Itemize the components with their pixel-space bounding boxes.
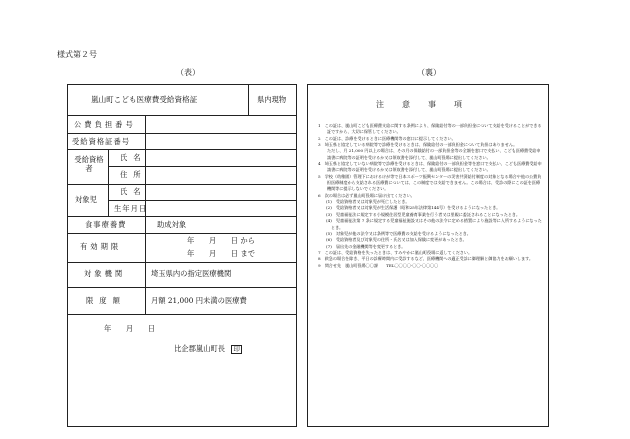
- valid-from: 年 月 日 から: [187, 236, 255, 245]
- region-label: 県内現物: [257, 95, 287, 104]
- note-item: 8 救急の場合を除き、平日の診療時間内に受診するなど、医療機関への適正受診に御理解と御協力をお願いします。: [318, 256, 533, 262]
- back-card: [307, 84, 549, 427]
- meal-cost-value: 助成対象: [157, 220, 187, 229]
- valid-to: 年 月 日 まで: [187, 249, 255, 258]
- note-item: (7) 届出先の金融機関等を変更するとき。: [326, 243, 406, 249]
- certificate-title: 嵐山町こども医療費受給資格証: [91, 95, 198, 104]
- child-group-label: 対象児: [75, 195, 97, 204]
- note-item: 1 この証は、嵐山町こども医療費支給に関する条例により、保険給付等の一部負担金について支給を受けることができる証ですから、大切に保管してください。: [318, 123, 542, 135]
- front-card: [67, 84, 297, 427]
- birthdate-label: 生年月日: [114, 204, 148, 213]
- note-item: 2 この証は、診療を受けるときに医療機関等の窓口に提示してください。: [318, 135, 456, 141]
- meal-cost-label: 食事療養費: [85, 220, 127, 229]
- note-item: 7 この証は、受給資格を失ったときは、すみやかに嵐山町役場に返してください。: [318, 249, 473, 255]
- recipient-number-label: 受給資格証番号: [72, 137, 131, 146]
- note-item: (4) 児童福祉法第 7 条に規定する児童福祉施設又はその他の法令に定める措置により施設等に入所するようになったとき。: [326, 218, 542, 230]
- note-item: 5 学校（幼稚園）管理下におけるけが等で日本スポーツ振興センターの災害共済給付制度の対象となる場合や他の公費負担医療制度から支給される医療費については、この制度では支給できません。この場合は、受診の際にこの証を医療機関等に提示しないでください。: [318, 173, 542, 192]
- note-item: 9 問合せ先 嵐山町役場〇〇課 TEL〇〇〇〇-〇〇-〇〇〇〇: [318, 262, 439, 268]
- limit-label: 限度額: [86, 296, 126, 305]
- front-side-label: （表）: [176, 68, 200, 77]
- note-item: 3 埼玉県と協定している病院等で診療を受けるときは、保険給付の一部負担金について負担はありません。: [318, 142, 518, 148]
- form-number: 様式第２号: [57, 50, 97, 59]
- child-name-label: 氏名: [120, 187, 147, 196]
- validity-label: 有効期限: [80, 242, 122, 251]
- holder-address-label: 住所: [120, 170, 147, 179]
- note-item: ただし、月 21,000 円以上の場合は、その月の保険給付の一部負担金等の全額を窓口で支払い、こども医療費受給申請書に病院等の証明を受けるか又は領収書を添付して、嵐山町役場に提出してください。: [327, 148, 541, 160]
- institution-value: 埼玉県内の指定医療機関: [151, 269, 232, 278]
- note-item: (6) 受給資格者及び対象児の住所・氏名又は加入保険に変更があったとき。: [326, 237, 467, 243]
- back-side-label: （裏）: [417, 68, 441, 77]
- payer-number-label: 公費負担番号: [74, 120, 136, 129]
- note-item: (1) 受給資格者又は対象児が死亡したとき。: [326, 199, 410, 205]
- note-item: 6 次の場合は必ず嵐山町役場に届け出てください。: [318, 192, 415, 198]
- institution-label: 対象機関: [84, 269, 126, 278]
- seal-mark: 印: [233, 345, 240, 353]
- holder-group-label: 受給資格者: [74, 155, 104, 174]
- notes-title: 注意事項: [376, 100, 480, 109]
- issuer-line: [174, 345, 242, 354]
- note-item: (3) 児童福祉法に規定する小規模住居型児童養育事業を行う者又は里親に委託されることになったとき。: [326, 211, 520, 217]
- limit-value: 月額 21,000 円未満の医療費: [151, 296, 247, 305]
- note-item: (2) 受給資格者又は対象児が生活保護（昭和25年法律第144号）を受けるようになったとき。: [326, 205, 501, 211]
- note-item: 4 埼玉県と協定していない病院等で診療を受けるときは、保険給付の一部負担金等を窓口で支払い、こども医療費受給申請書に病院等の証明を受けるか又は領収書を添付して、嵐山町役場に提出してください。: [318, 161, 542, 173]
- holder-name-label: 氏名: [120, 153, 147, 162]
- issue-date: 年 月 日: [104, 324, 156, 333]
- notes-list: [318, 123, 542, 269]
- note-item: (5) 対象児が他の法令又は条例等で医療費の支給を受けるようになったとき。: [326, 230, 471, 236]
- issuer-name: 比企郡嵐山町長: [174, 344, 226, 353]
